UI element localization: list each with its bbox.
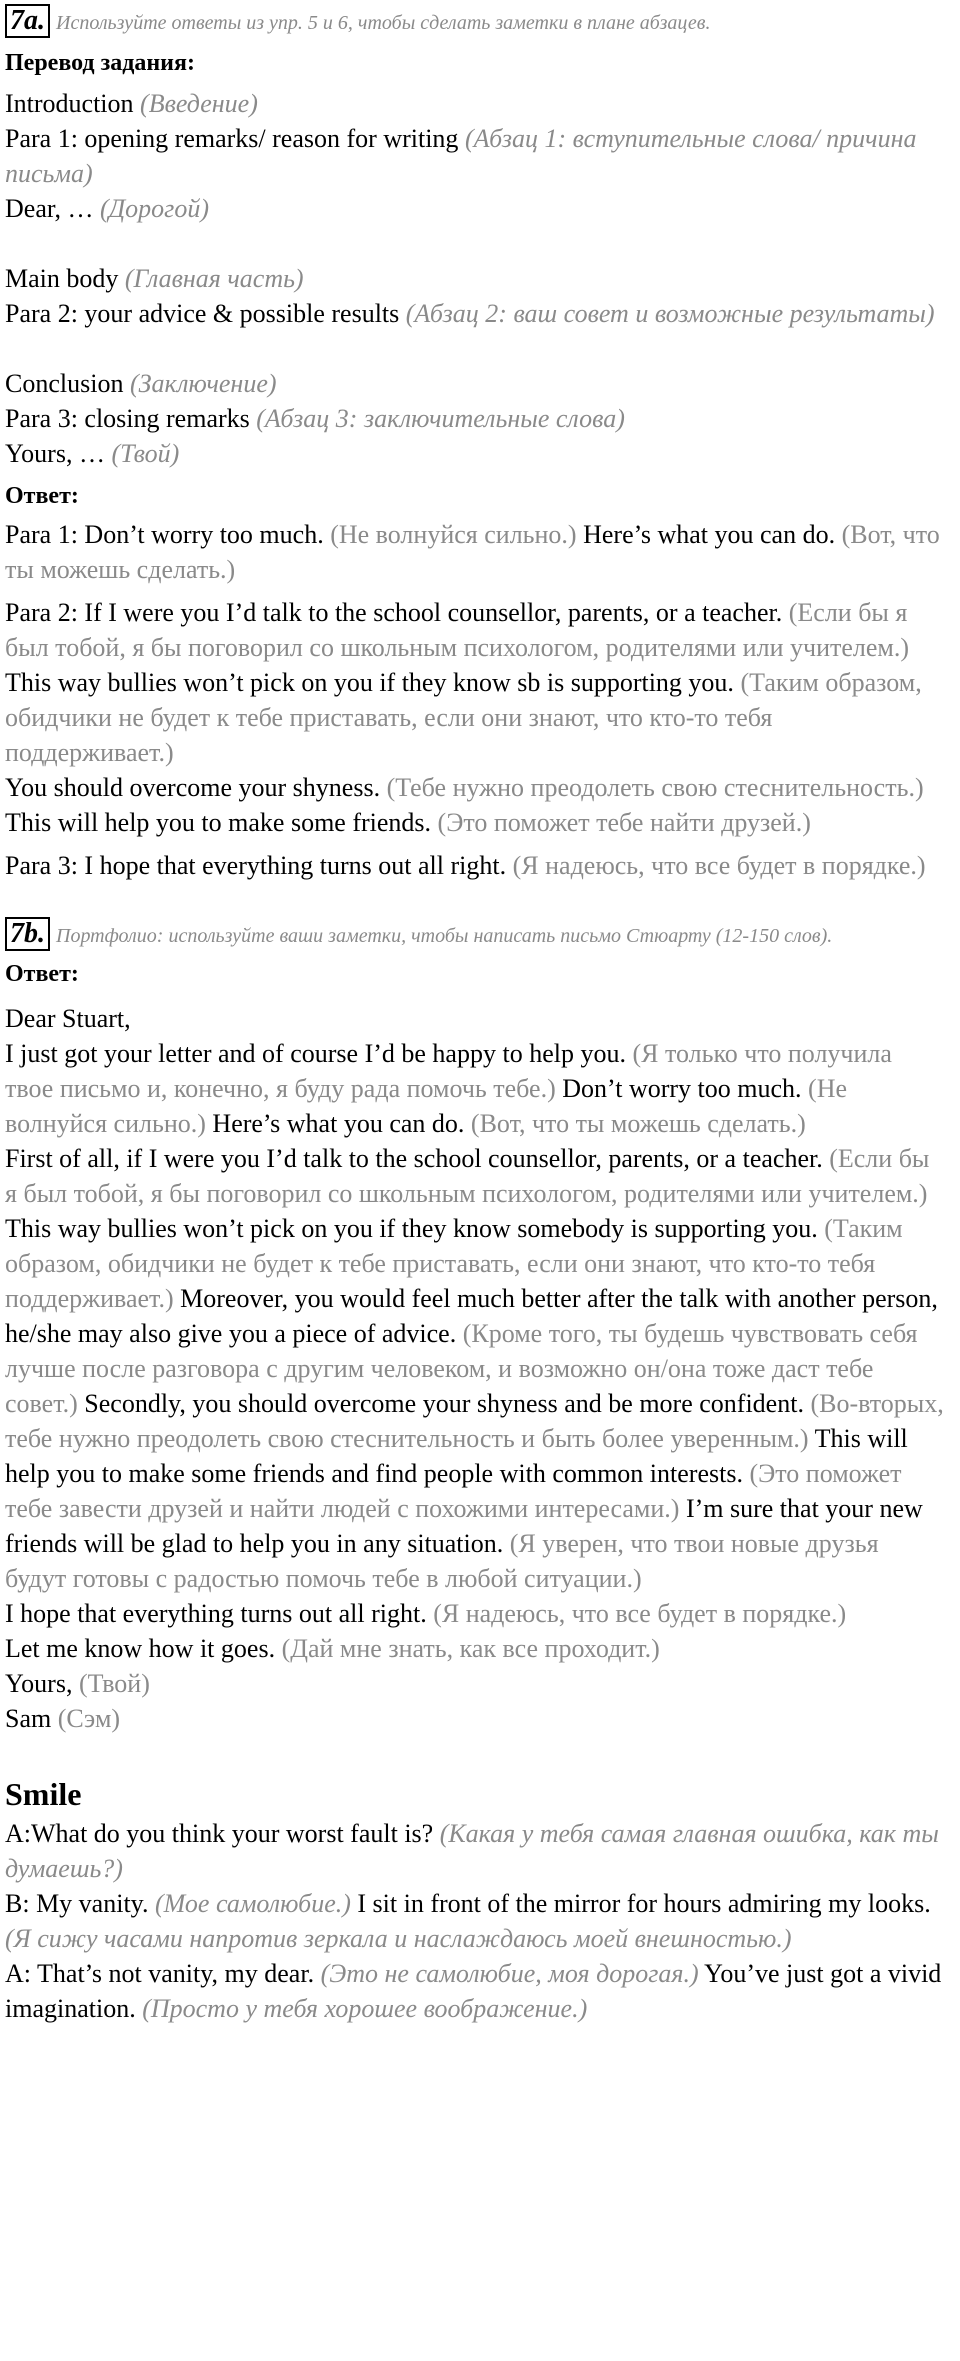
plan-translation: (Абзац 3: заключительные слова) [256, 404, 625, 433]
plan-line [5, 261, 945, 296]
letter-text: Here’s what you can do. [212, 1109, 465, 1138]
plan-translation: (Абзац 2: ваш совет и возможные результаты) [405, 299, 935, 328]
dialogue-translation: (Какая у тебя самая главная ошибка, как ты думаешь?) [5, 1819, 939, 1883]
spacer [5, 226, 945, 261]
answer-heading: Ответ: [5, 961, 79, 987]
dialogue-translation: (Мое самолюбие.) [154, 1889, 351, 1918]
letter-text: Don’t worry too much. [562, 1074, 802, 1103]
paragraph-plan [5, 86, 945, 471]
answer-heading: Ответ: [5, 483, 79, 509]
letter-body [5, 1596, 945, 1631]
answer-paragraph-3 [5, 848, 945, 883]
letter-body [5, 1631, 945, 1666]
letter-translation: (Вот, что ты можешь сделать.) [470, 1109, 806, 1138]
answer-text: This will help you to make some friends. [5, 808, 432, 837]
dialogue-text: A: That’s not vanity, my dear. [5, 1959, 315, 1988]
task-number-badge: 7b. [5, 917, 50, 951]
answer-translation: (Таким образом, обидчики не будет к тебе приставать, если они знают, что кто-то тебя поддерживает.) [5, 668, 922, 767]
answer-translation: (Я надеюсь, что все будет в порядке.) [512, 851, 926, 880]
plan-line [5, 296, 945, 331]
plan-text: Para 2: your advice & possible results [5, 299, 400, 328]
plan-text: Main body [5, 264, 119, 293]
letter-translation: (Я уверен, что твои новые друзья будут готовы с радостью помочь тебе в любой ситуации.) [5, 1529, 879, 1593]
answer-text: Here’s what you can do. [583, 520, 836, 549]
letter-body [5, 1141, 945, 1596]
answer-paragraph-1 [5, 517, 945, 587]
task-7a-header [5, 4, 945, 38]
task-7b-header [5, 917, 945, 951]
answer-text: Para 2: If I were you I’d talk to the school counsellor, parents, or a teacher. [5, 598, 783, 627]
dialogue-text: B: My vanity. [5, 1889, 149, 1918]
plan-text: Yours, … [5, 439, 105, 468]
letter-text: Sam [5, 1704, 52, 1733]
answer-paragraph-2 [5, 595, 945, 840]
plan-translation: (Дорогой) [99, 194, 209, 223]
task-number-badge: 7a. [5, 4, 50, 38]
smile-dialogue [5, 1816, 945, 2026]
dialogue-translation: (Это не самолюбие, моя дорогая.) [320, 1959, 699, 1988]
letter-translation: (Дай мне знать, как все проходит.) [281, 1634, 660, 1663]
plan-translation: (Введение) [140, 89, 258, 118]
letter-text: Let me know how it goes. [5, 1634, 276, 1663]
letter-text: I hope that everything turns out all right. [5, 1599, 427, 1628]
plan-text: Para 1: opening remarks/ reason for writing [5, 124, 459, 153]
plan-text: Dear, … [5, 194, 94, 223]
letter-translation: (Я только что получила твое письмо и, конечно, я буду рада помочь тебе.) [5, 1039, 892, 1103]
plan-line [5, 121, 945, 191]
letter-greeting: Dear Stuart, [5, 1004, 131, 1033]
dialogue-text: A:What do you think your worst fault is? [5, 1819, 434, 1848]
answer-text: You should overcome your shyness. [5, 773, 381, 802]
answer-translation: (Вот, что ты можешь сделать.) [5, 520, 940, 584]
letter-closing [5, 1666, 945, 1701]
answer-translation: (Не волнуйся сильно.) [330, 520, 577, 549]
letter-translation: (Таким образом, обидчики не будет к тебе приставать, если они знают, что кто-то тебя поддерживает.) [5, 1214, 903, 1313]
letter-text: Secondly, you should overcome your shyness and be more confident. [84, 1389, 804, 1418]
spacer [5, 331, 945, 366]
letter-body [5, 1036, 945, 1141]
answer-text: This way bullies won’t pick on you if they know sb is supporting you. [5, 668, 734, 697]
plan-line [5, 401, 945, 436]
translation-heading: Перевод задания: [5, 50, 195, 76]
dialogue-translation: (Я сижу часами напротив зеркала и наслаждаюсь моей внешностью.) [5, 1924, 792, 1953]
letter-translation: (Во-вторых, тебе нужно преодолеть свою стеснительность и быть более уверенным.) [5, 1389, 944, 1453]
plan-translation: (Абзац 1: вступительные слова/ причина письма) [5, 124, 917, 188]
plan-translation: (Твой) [111, 439, 180, 468]
plan-text: Para 3: closing remarks [5, 404, 250, 433]
plan-text: Introduction [5, 89, 134, 118]
plan-translation: (Заключение) [129, 369, 277, 398]
dialogue-text: I sit in front of the mirror for hours admiring my looks. [357, 1889, 931, 1918]
letter-translation: (Сэм) [57, 1704, 121, 1733]
plan-line [5, 366, 945, 401]
letter-translation: (Это поможет тебе завести друзей и найти людей с похожими интересами.) [5, 1459, 902, 1523]
letter-text: This will help you to make some friends and find people with common interests. [5, 1424, 908, 1488]
plan-line [5, 436, 945, 471]
letter-translation: (Если бы я был тобой, я бы поговорил со школьным психологом, родителями или учителем.) [5, 1144, 930, 1208]
answer-translation: (Если бы я был тобой, я бы поговорил со школьным психологом, родителями или учителем.) [5, 598, 910, 662]
plan-translation: (Главная часть) [124, 264, 304, 293]
answer-text: Para 3: I hope that everything turns out all right. [5, 851, 507, 880]
answer-translation: (Тебе нужно преодолеть свою стеснительность.) [386, 773, 924, 802]
letter-text: Yours, [5, 1669, 73, 1698]
letter-translation: (Не волнуйся сильно.) [5, 1074, 848, 1138]
answer-text: Para 1: Don’t worry too much. [5, 520, 324, 549]
letter [5, 1001, 945, 1736]
answer-translation: (Это поможет тебе найти друзей.) [437, 808, 811, 837]
dialogue-text: You’ve just got a vivid imagination. [5, 1959, 942, 2023]
letter-translation: (Кроме того, ты будешь чувствовать себя лучше после разговора с другим человеком, и возможно он/она тоже даст тебе совет.) [5, 1319, 918, 1418]
letter-translation: (Твой) [78, 1669, 150, 1698]
plan-text: Conclusion [5, 369, 124, 398]
letter-text: First of all, if I were you I’d talk to the school counsellor, parents, or a teacher. [5, 1144, 823, 1173]
answer-7a [5, 517, 945, 883]
task-instruction: Используйте ответы из упр. 5 и 6, чтобы сделать заметки в плане абзацев. [56, 12, 711, 34]
letter-text: This way bullies won’t pick on you if they know somebody is supporting you. [5, 1214, 818, 1243]
task-instruction: Портфолио: используйте ваши заметки, чтобы написать письмо Стюарту (12-150 слов). [56, 925, 833, 947]
smile-title: Smile [5, 1776, 82, 1812]
letter-translation: (Я надеюсь, что все будет в порядке.) [433, 1599, 847, 1628]
dialogue-translation: (Просто у тебя хорошее воображение.) [142, 1994, 588, 2023]
plan-line [5, 86, 945, 121]
letter-text: I just got your letter and of course I’d be happy to help you. [5, 1039, 626, 1068]
letter-text: I’m sure that your new friends will be glad to help you in any situation. [5, 1494, 923, 1558]
letter-text: Moreover, you would feel much better after the talk with another person, he/she may also give you a piece of advice. [5, 1284, 938, 1348]
plan-line [5, 191, 945, 226]
document-page [5, 4, 945, 2026]
letter-signature [5, 1701, 945, 1736]
